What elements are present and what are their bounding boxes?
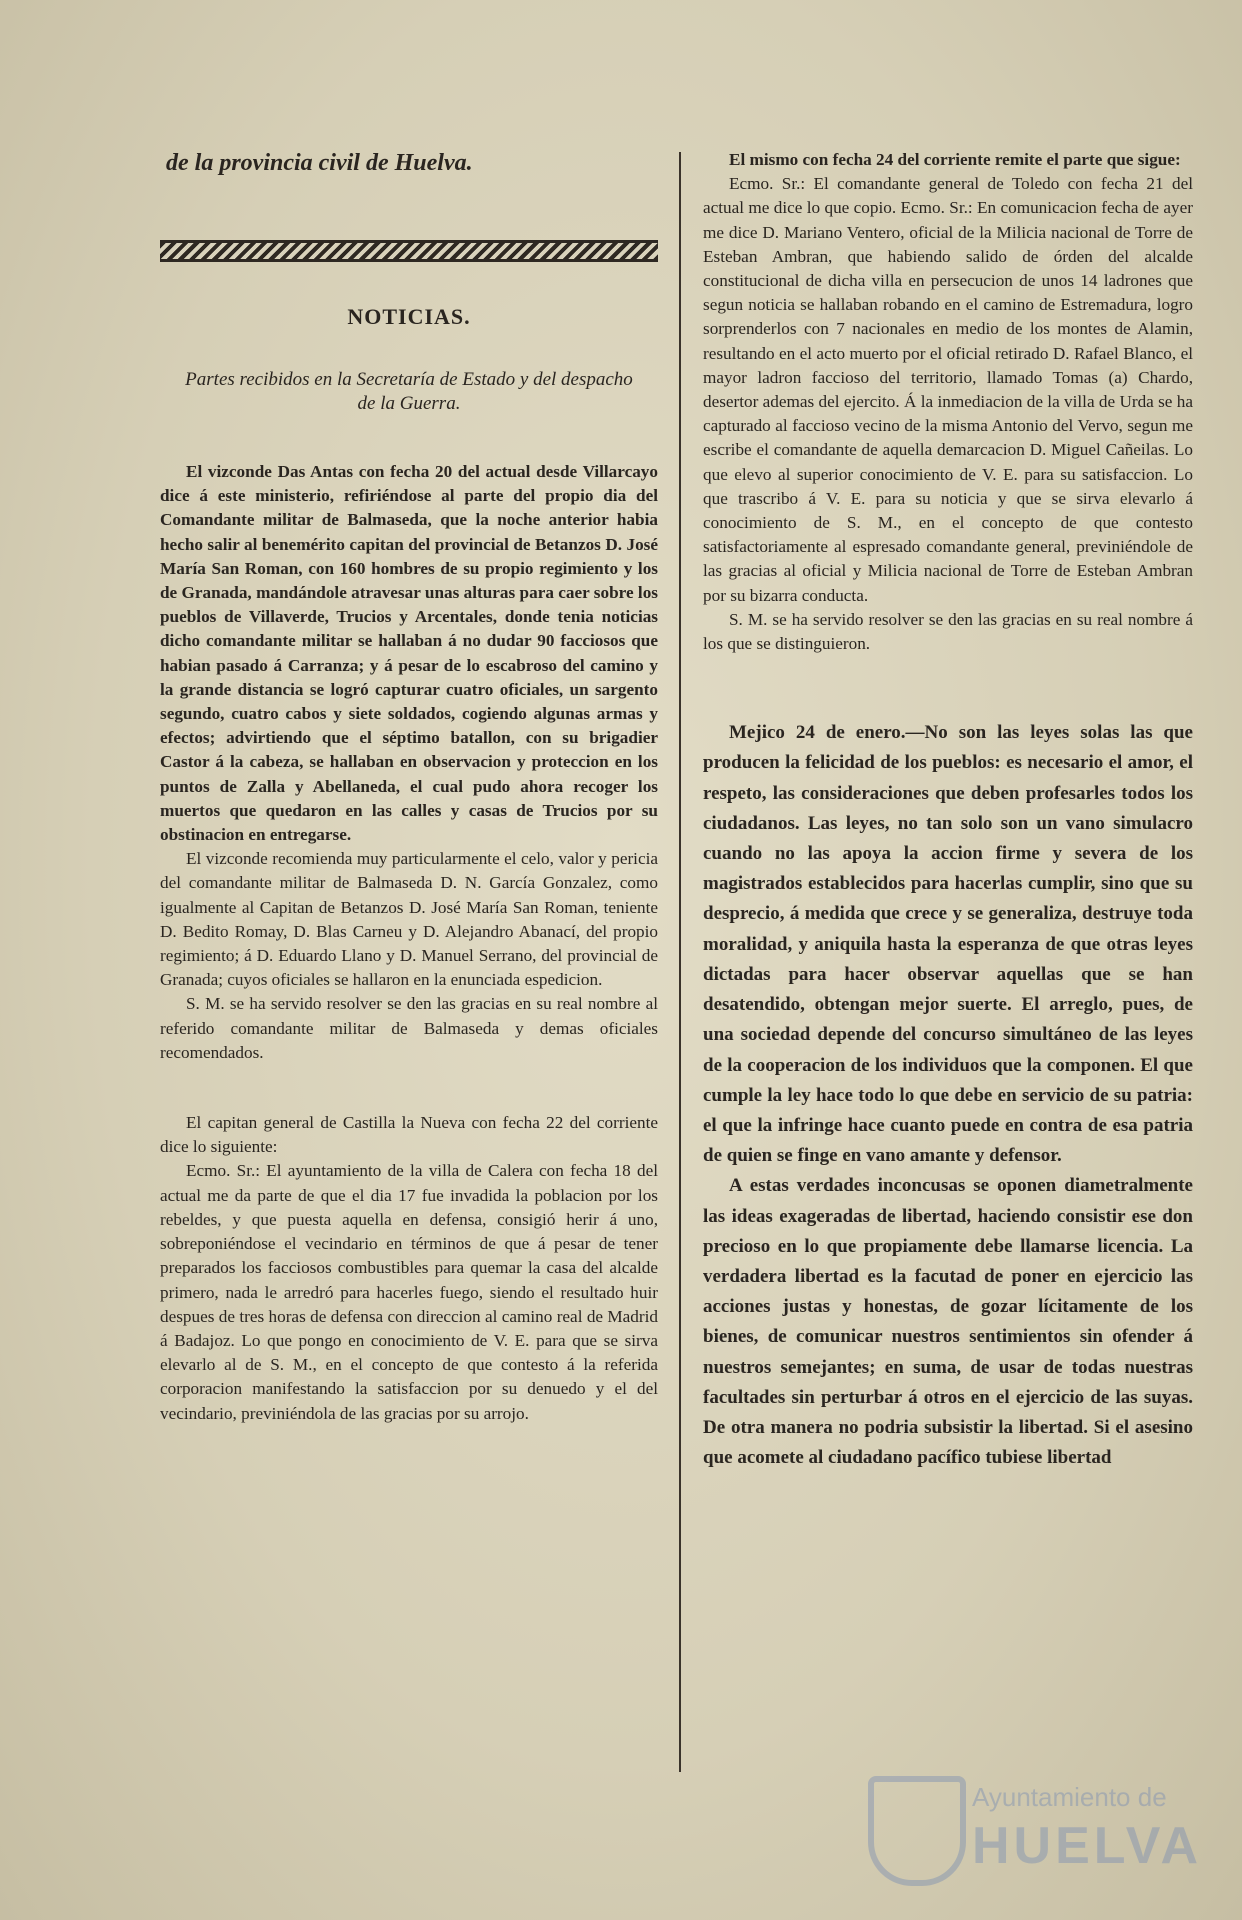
running-head: de la provincia civil de Huelva. <box>166 150 473 176</box>
archive-watermark <box>868 1776 1203 1886</box>
article-paragraph: Ecmo. Sr.: El ayuntamiento de la villa de Calera con fecha 18 del actual me da parte de que el dia 17 fue invadida la poblacion por los rebeldes, y que puesta aquella en defensa, consigió herir á uno, sobreponiéndose el vecindario en términos de que á pesar de tener preparados los facciosos combustibles para quemar la casa del alcalde primero, nada le arredró para hacerles fuego, siendo el resultado huir despues de tres horas de defensa con direccion al camino real de Madrid á Badajoz. Lo que pongo en conocimiento de V. E. para que se sirva elevarlo al de S. M., en el concepto de que contesto á la referida corporacion manifestando la satisfaccion por su denuedo y el del vecindario, previniéndola de las gracias por su arrojo. <box>160 1161 658 1423</box>
article-paragraph: El vizconde recomienda muy particularmente el celo, valor y pericia del comandante militar de Balmaseda D. N. García Gonzalez, como igualmente al Capitan de Betanzos D. José María San Roman, teniente D. Bedito Romay, D. Blas Carneu y D. Alejandro Abanací, del propio regimiento; á D. Eduardo Llano y D. Manuel Serrano, del provincial de Granada; cuyos oficiales se hallaron en la enunciada espedicion. <box>160 849 658 990</box>
watermark-main-text: HUELVA <box>972 1817 1203 1875</box>
section-title: NOTICIAS. <box>347 304 471 329</box>
column-divider <box>679 152 681 1772</box>
right-column <box>703 148 1193 1473</box>
article-paragraph: S. M. se ha servido resolver se den las gracias en su real nombre al referido comandante militar de Balmaseda y demas oficiales recomendados. <box>160 994 658 1062</box>
article-paragraph: El mismo con fecha 24 del corriente remite el parte que sigue: <box>729 150 1181 169</box>
watermark-top-text: Ayuntamiento de <box>972 1782 1167 1812</box>
article-paragraph: El capitan general de Castilla la Nueva con fecha 22 del corriente dice lo siguiente: <box>160 1113 658 1157</box>
article-paragraph: El vizconde Das Antas con fecha 20 del actual desde Villarcayo dice á este ministerio, refiriéndose al parte del propio dia del Comandante militar de Balmaseda, que la noche anterior habia hecho salir al benemérito capitan del provincial de Betanzos D. José María San Roman, con 160 hombres de su propio regimiento y los de Granada, mandándole atravesar unas alturas para caer sobre los pueblos de Villaverde, Trucios y Arcentales, donde tenia noticias dicho comandante militar se hallaban á no dudar 90 facciosos que habian pasado á Carranza; y á pesar de lo escabroso del camino y la grande distancia se logró capturar cuatro oficiales, un sargento segundo, cuatro cabos y siete soldados, cogiendo algunas armas y efectos; advirtiendo que el séptimo batallon, con su brigadier Castor á la cabeza, se hallaban en observacion y proteccion en los puntos de Zalla y Abellaneda, el cual pudo ahora recoger los muertos que quedaron en las calles y casas de Trucios por su obstinacion en entregarse. <box>160 462 658 845</box>
section-subtitle: Partes recibidos en la Secretaría de Estado y del despacho de la Guerra. <box>185 369 633 414</box>
ornamental-rule <box>160 240 658 262</box>
article-paragraph: S. M. se ha servido resolver se den las gracias en su real nombre á los que se distinguieron. <box>703 609 1193 654</box>
left-column <box>160 148 658 1426</box>
shield-icon <box>868 1776 966 1886</box>
article-paragraph: Ecmo. Sr.: El comandante general de Toledo con fecha 21 del actual me dice lo que copio. Ecmo. Sr.: En comunicacion fecha de ayer me dice D. Mariano Ventero, oficial de la Milicia nacional de Torre de Esteban Ambran, que habiendo salido de órden del alcalde constitucional de dicha villa en persecucion de unos 14 ladrones que segun noticia se hallaban robando en el camino de Estremadura, logro sorprenderlos con 7 nacionales en medio de los montes de Alamin, resultando en el acto muerto por el oficial retirado D. Rafael Blanco, el mayor ladron faccioso del territorio, llamado Tomas (a) Chardo, desertor ademas del ejercito. Á la inmediacion de la villa de Urda se ha capturado al faccioso vecino de la misma Antonio del Vervo, segun me escribe el comandante de aquella demarcacion D. Miguel Cañeilas. Lo que elevo al superior conocimiento de V. E. para su satisfaccion. Lo que trascribo á V. E. para su noticia y que se sirva elevarlo á conocimiento de S. M., en el concepto de que contesto satisfactoriamente al espresado comandante general, previniéndole de las gracias al oficial y Milicia nacional de Torre de Esteban Ambran por su bizarra conducta. <box>703 174 1193 605</box>
article-paragraph: Mejico 24 de enero.—No son las leyes solas las que producen la felicidad de los pueblos: es necesario el amor, el respeto, las consideraciones que deben profesarles todos los ciudadanos. Las leyes, no tan solo son un vano simulacro cuando no las apoya la accion firme y severa de los magistrados establecidos para hacerlas cumplir, sino que su desprecio, á medida que crece y se generaliza, destruye toda moralidad, y aniquila hasta la esperanza de que otras leyes dictadas para hacer observar aquellas que se han desatendido, obtengan mejor suerte. El arreglo, pues, de una sociedad depende del concurso simultáneo de las leyes de la cooperacion de los individuos que la componen. El que cumple la ley hace todo lo que debe en servicio de su patria: el que la infringe hace cuanto puede en contra de esa patria de quien se finge en vano amante y defensor. <box>703 722 1193 1167</box>
article-paragraph: A estas verdades inconcusas se oponen diametralmente las ideas exageradas de libertad, haciendo consistir ese don precioso en lo que propiamente debe llamarse licencia. La verdadera libertad es la facutad de poner en ejercicio las acciones justas y honestas, de gozar lícitamente de los bienes, de comunicar nuestros sentimientos sin ofender á nuestros semejantes; en suma, de usar de todas nuestras facultades sin perturbar á otros en el ejercicio de las suyas. De otra manera no podria subsistir la libertad. Si el asesino que acomete al ciudadano pacífico tubiese libertad <box>703 1175 1193 1469</box>
